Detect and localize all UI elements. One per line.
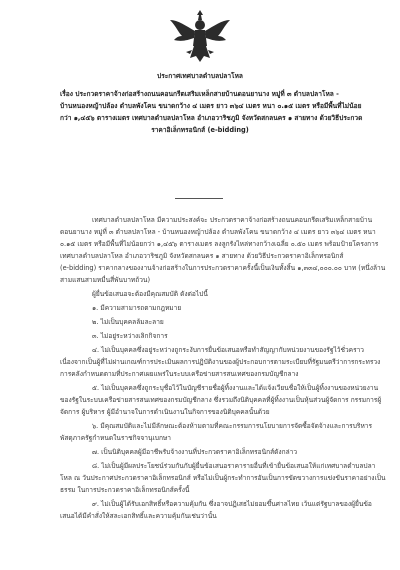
intro-line-6: สามแสนสามหมื่นสี่พันบาทถ้วน) bbox=[60, 276, 151, 284]
intro-line-5: (e-bidding) ราคากลางของงานจ้างก่อสร้างในการประกวดราคาครั้งนี้เป็นเงินทั้งสิ้น ๑,๓๓๔,๐๐๐.๐๐ บาท (หนึ่งล้าน bbox=[60, 264, 386, 272]
requirement-7: ๗. เป็นนิติบุคคลผู้มีอาชีพรับจ้างงานที่ประกวดราคาอิเล็กทรอนิกส์ดังกล่าว bbox=[92, 448, 298, 456]
subject-line-2: บ้านหนองหญ้าปล้อง ตำบลพังโคน ขนาดกว้าง ๔ เมตร ยาว ๓๖๔ เมตร หนา ๐.๑๕ เมตร หรือมีพื้นที่ไม่น้อย bbox=[60, 102, 362, 110]
requirement-4-line-1: ๔. ไม่เป็นบุคคลซึ่งอยู่ระหว่างถูกระงับการยื่นข้อเสนอหรือทำสัญญากับหน่วยงานของรัฐไว้ชั่วคราว bbox=[92, 346, 365, 354]
org-title: ประกาศเทศบาลตำบลปลาโหล bbox=[157, 72, 243, 80]
requirement-1: ๑. มีความสามารถตามกฎหมาย bbox=[92, 304, 182, 312]
subject-line-4: ราคาอิเล็กทรอนิกส์ (e-bidding) bbox=[151, 126, 249, 134]
requirement-6-line-1: ๖. มีคุณสมบัติและไม่มีลักษณะต้องห้ามตามที่คณะกรรมการนโยบายการจัดซื้อจัดจ้างและการบริหาร bbox=[92, 422, 373, 430]
requirement-9-line-2: เสนอได้มีคำสั่งให้สละเอกสิทธิ์และความคุ้มกันเช่นว่านั้น bbox=[60, 512, 217, 520]
requirement-5-line-2: ของรัฐในระบบเครือข่ายสารสนเทศของกรมบัญชีกลาง ซึ่งรวมถึงนิติบุคคลที่ผู้ทิ้งงานเป็นหุ้นส่วนผู้จัดการ กรรมการผู้ bbox=[60, 396, 382, 404]
requirement-2: ๒. ไม่เป็นบุคคลล้มละลาย bbox=[92, 318, 164, 326]
requirement-5-line-1: ๕. ไม่เป็นบุคคลซึ่งถูกระบุชื่อไว้ในบัญชีรายชื่อผู้ทิ้งงานและได้แจ้งเวียนชื่อให้เป็นผู้ทิ้งงานของหน่วยงาน bbox=[92, 384, 379, 392]
garuda-emblem-icon bbox=[168, 6, 232, 66]
requirement-4-line-2: เนื่องจากเป็นผู้ที่ไม่ผ่านเกณฑ์การประเมินผลการปฏิบัติงานของผู้ประกอบการตามระเบียบที่รัฐมนตรีว่าการกระทรวง bbox=[60, 358, 381, 366]
requirement-8-line-1: ๘. ไม่เป็นผู้มีผลประโยชน์ร่วมกันกับผู้ยื่นข้อเสนอราคารายอื่นที่เข้ายื่นข้อเสนอให้แก่เทศบาลตำบลปลา bbox=[92, 462, 376, 470]
subject-line-1: เรื่อง ประกวดราคาจ้างก่อสร้างถนนคอนกรีตเสริมเหล็กสายบ้านดอนยานาง หมู่ที่ ๓ ตำบลปลาโหล - bbox=[60, 90, 339, 98]
divider bbox=[175, 198, 223, 199]
intro-line-2: ดอนยานาง หมู่ที่ ๓ ตำบลปลาโหล - บ้านหนองหญ้าปล้อง ตำบลพังโคน ขนาดกว้าง ๔ เมตร ยาว ๓๖๔ เมตร หนา bbox=[60, 228, 376, 236]
requirement-8-line-2: โหล ณ วันประกาศประกวดราคาอิเล็กทรอนิกส์ หรือไม่เป็นผู้กระทำการอันเป็นการขัดขวางการแข่งขันราคาอย่างเป็น bbox=[60, 474, 386, 482]
intro-line-3: ๐.๑๕ เมตร หรือมีพื้นที่ไม่น้อยกว่า ๑,๔๕๖ ตารางเมตร ลงลูกรังไหล่ทางกว้างเฉลี่ย ๐.๕๐ เมตร พร้อมป้ายโครงการ bbox=[60, 240, 379, 248]
requirement-8-line-3: ธรรม ในการประกวดราคาอิเล็กทรอนิกส์ครั้งนี้ bbox=[60, 486, 190, 494]
subject-line-3: กว่า ๑,๔๕๖ ตารางเมตร เทศบาลตำบลปลาโหล อำเภอวาริชภูมิ จังหวัดสกลนคร ๑ สายทาง ด้วยวิธีประกวด bbox=[60, 114, 363, 122]
requirement-6-line-2: พัสดุภาครัฐกำหนดในราชกิจจานุเบกษา bbox=[60, 434, 171, 442]
requirement-9-line-1: ๙. ไม่เป็นผู้ได้รับเอกสิทธิ์หรือความคุ้มกัน ซึ่งอาจปฏิเสธไม่ยอมขึ้นศาลไทย เว้นแต่รัฐบาลของผู้ยื่นข้อ bbox=[92, 500, 372, 508]
requirements-title: ผู้ยื่นข้อเสนอจะต้องมีคุณสมบัติ ดังต่อไปนี้ bbox=[92, 290, 208, 298]
requirement-4-line-3: การคลังกำหนดตามที่ประกาศเผยแพร่ในระบบเครือข่ายสารสนเทศของกรมบัญชีกลาง bbox=[60, 370, 299, 378]
intro-line-1: เทศบาลตำบลปลาโหล มีความประสงค์จะ ประกวดราคาจ้างก่อสร้างถนนคอนกรีตเสริมเหล็กสายบ้าน bbox=[92, 216, 373, 224]
requirement-3: ๓. ไม่อยู่ระหว่างเลิกกิจการ bbox=[92, 332, 168, 340]
requirement-5-line-3: จัดการ ผู้บริหาร ผู้มีอำนาจในการดำเนินงานในกิจการของนิติบุคคลนั้นด้วย bbox=[60, 408, 270, 416]
intro-line-4: เทศบาลตำบลปลาโหล อำเภอวาริชภูมิ จังหวัดสกลนคร ๑ สายทาง ด้วยวิธีประกวดราคาอิเล็กทรอนิกส์ bbox=[60, 252, 344, 260]
